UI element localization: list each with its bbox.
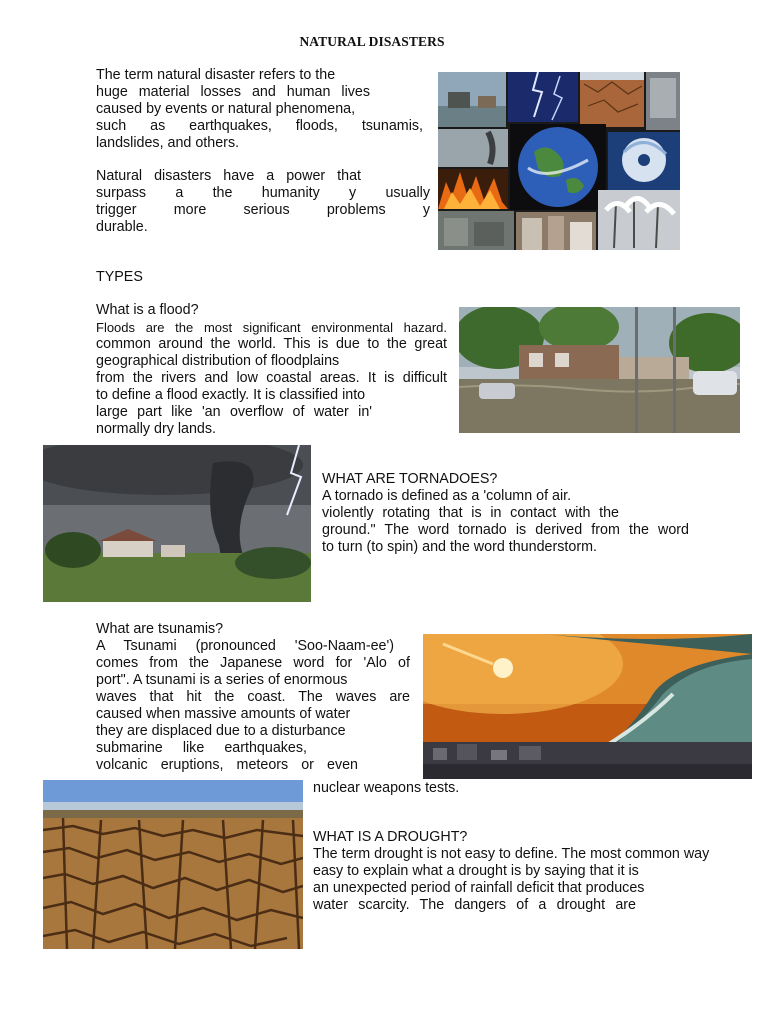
tornado-question: WHAT ARE TORNADOES?: [322, 471, 498, 487]
tsunami-tail-text: nuclear weapons tests.: [313, 780, 460, 796]
text-line: ground." The word tornado is derived from the word: [322, 522, 689, 538]
text-line: violently rotating that is in contact with the: [322, 505, 619, 521]
text-line: waves that hit the coast. The waves are: [96, 689, 410, 705]
flood-section: [96, 302, 447, 438]
text-line: to define a flood exactly. It is classified into: [96, 387, 366, 403]
text-line: The term natural disaster refers to the: [96, 67, 336, 83]
text-line: large part like 'an overflow of water in': [96, 404, 372, 420]
text-line: to turn (to spin) and the word thunderstorm.: [322, 539, 597, 555]
text-line: durable.: [96, 219, 148, 235]
text-line: huge material losses and human lives: [96, 84, 370, 100]
cracked-earth-image: [43, 780, 303, 949]
text-line: water scarcity. The dangers of a drought are: [313, 897, 636, 913]
text-line: volcanic eruptions, meteors or even: [96, 757, 358, 773]
text-line: an unexpected period of rainfall deficit that produces: [313, 880, 645, 896]
tornado-image: [43, 445, 311, 602]
text-line: surpass a the humanity y usually: [96, 185, 430, 201]
flood-question: What is a flood?: [96, 302, 199, 318]
tornado-section: [322, 471, 689, 556]
text-line: normally dry lands.: [96, 421, 216, 437]
text-line: caused when massive amounts of water: [96, 706, 351, 722]
text-line: from the rivers and low coastal areas. It is difficult: [96, 370, 447, 386]
text-line: easy to explain what a drought is by saying that it is: [313, 863, 639, 879]
text-line: Natural disasters have a power that: [96, 168, 361, 184]
drought-section: [313, 829, 718, 914]
text-line: Floods are the most significant environmental hazard.: [96, 320, 447, 335]
tsunami-wave-image: [423, 634, 752, 779]
text-line: landslides, and others.: [96, 135, 240, 151]
text-line: trigger more serious problems y: [96, 202, 430, 218]
text-line: submarine like earthquakes,: [96, 740, 307, 756]
intro-paragraph-2: [96, 168, 430, 236]
types-heading: TYPES: [96, 269, 143, 285]
text-line: they are displaced due to a disturbance: [96, 723, 346, 739]
flooded-street-image: [459, 307, 740, 433]
text-line: common around the world. This is due to the great: [96, 336, 447, 352]
text-line: geographical distribution of floodplains: [96, 353, 340, 369]
natural-disasters-collage-image: [438, 72, 680, 250]
tsunami-section: [96, 621, 410, 774]
text-line: A Tsunami (pronounced 'Soo-Naam-ee'): [96, 638, 394, 654]
page-title: NATURAL DISASTERS: [299, 34, 445, 49]
intro-paragraph-1: [96, 67, 423, 152]
tsunami-question: What are tsunamis?: [96, 621, 224, 637]
text-line: port". A tsunami is a series of enormous: [96, 672, 348, 688]
text-line: A tornado is defined as a 'column of air.: [322, 488, 572, 504]
text-line: caused by events or natural phenomena,: [96, 101, 356, 117]
drought-question: WHAT IS A DROUGHT?: [313, 829, 468, 845]
text-line: comes from the Japanese word for 'Alo of: [96, 655, 410, 671]
text-line: The term drought is not easy to define. The most common way: [313, 846, 710, 862]
text-line: such as earthquakes, floods, tsunamis,: [96, 118, 423, 134]
